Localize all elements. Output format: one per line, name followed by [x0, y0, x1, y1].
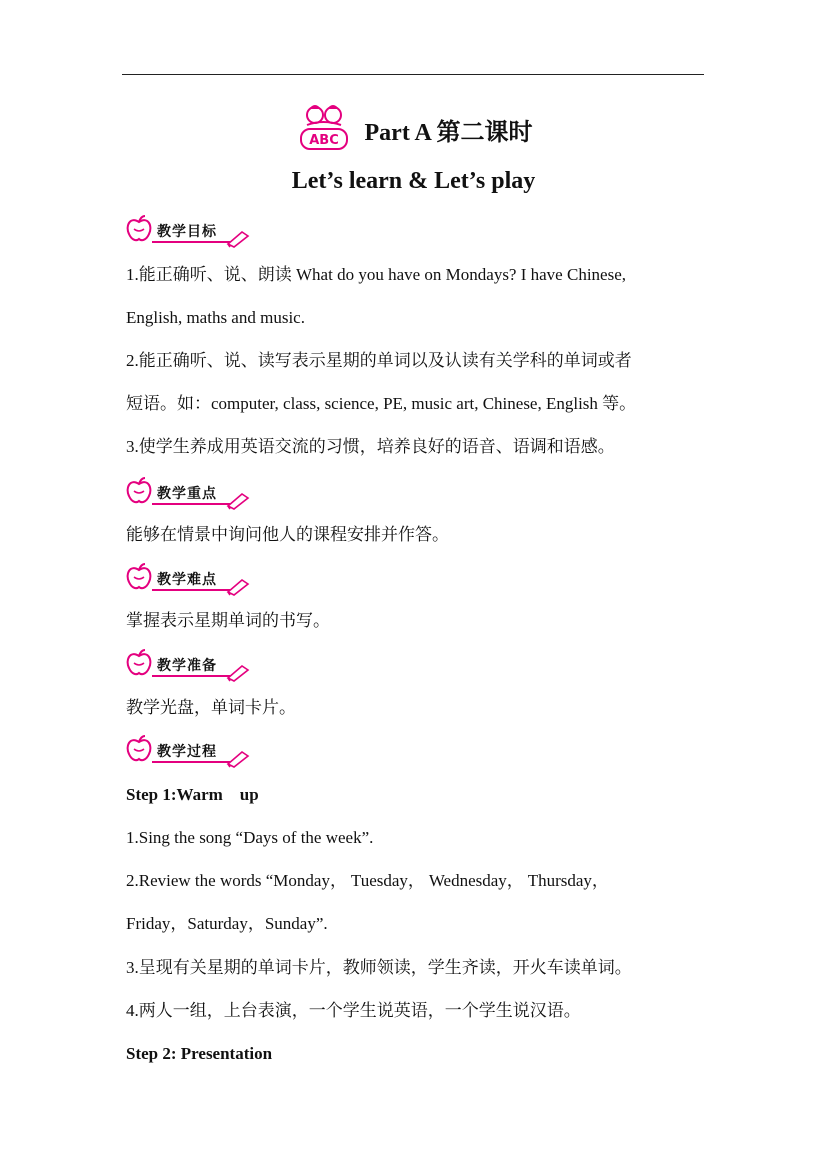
pen-icon: [226, 228, 252, 248]
key-points-text: 能够在情景中询问他人的课程安排并作答。: [126, 525, 449, 544]
apple-icon: [124, 648, 154, 678]
section-badge-process: 教学过程: [124, 734, 252, 766]
page-subtitle: Let’s learn & Let’s play: [291, 168, 536, 194]
section-badge-preparation: 教学准备: [124, 648, 252, 680]
step1-line-5: 4.两人一组，上台表演，一个学生说英语，一个学生说汉语。: [126, 1001, 581, 1020]
step1-title: Step 1:Warm up: [126, 785, 259, 804]
preparation-text: 教学光盘，单词卡片。: [126, 698, 296, 717]
step1-line-1: 1.Sing the song “Days of the week”.: [126, 828, 374, 847]
pen-icon: [226, 662, 252, 682]
apple-icon: [124, 214, 154, 244]
header-rule: [122, 74, 704, 75]
step1-line-3: Friday，Saturday，Sunday”.: [126, 914, 328, 933]
step1-line-2: 2.Review the words “Monday， Tuesday， Wednesday， Thursday，: [126, 871, 609, 890]
pen-icon: [226, 576, 252, 596]
apple-icon: [124, 476, 154, 506]
apple-icon: [124, 734, 154, 764]
goal-line-3: 2.能正确听、说、读写表示星期的单词以及认读有关学科的单词或者: [126, 351, 632, 370]
title-row: [0, 103, 827, 155]
step1-line-4: 3.呈现有关星期的单词卡片，教师领读，学生齐读，开火车读单词。: [126, 958, 632, 977]
step2-title: Step 2: Presentation: [126, 1044, 273, 1063]
goal-line-2: English, maths and music.: [126, 308, 305, 327]
section-badge-key-points: 教学重点: [124, 476, 252, 508]
goal-line-4: 短语。如：computer, class, science, PE, music art, Chinese, English 等。: [126, 394, 637, 413]
svg-text:ABC: ABC: [308, 133, 339, 148]
section-badge-difficulties: 教学难点: [124, 562, 252, 594]
apple-icon: [124, 562, 154, 592]
goal-line-1: 1.能正确听、说、朗读 What do you have on Mondays? I have Chinese,: [126, 265, 626, 284]
page-title: Part A 第二课时: [364, 119, 533, 146]
difficulties-text: 掌握表示星期单词的书写。: [126, 611, 330, 630]
section-badge-goals: 教学目标: [124, 214, 252, 246]
abc-kids-logo-icon: [295, 103, 353, 155]
pen-icon: [226, 748, 252, 768]
goal-line-5: 3.使学生养成用英语交流的习惯，培养良好的语音、语调和语感。: [126, 437, 615, 456]
pen-icon: [226, 490, 252, 510]
